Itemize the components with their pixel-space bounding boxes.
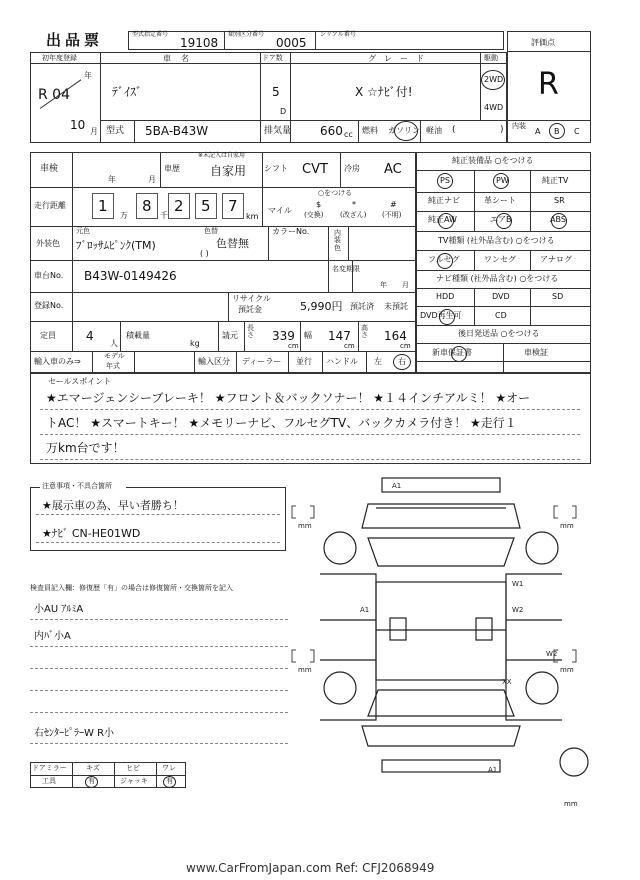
mark-w1: W1 [512, 580, 524, 588]
fuel-value: ガソリン [388, 126, 420, 135]
navi-dvd-play: DVD再生可 [420, 311, 462, 320]
drive-4wd: 4WD [484, 103, 504, 112]
interior-b-circle [549, 123, 565, 139]
mileage-sen: 千 [160, 211, 168, 220]
mark-xx: XX [502, 678, 512, 686]
mileage-unit: km [246, 212, 259, 221]
navi-cd: CD [495, 311, 507, 320]
tbl-hibi: ヒビ [126, 764, 140, 772]
interior-color-label: 内装色 [334, 229, 341, 252]
inspector-label: 検査員記入欄：修復歴「有」の場合は修復箇所・交換箇所を記入 [30, 584, 233, 592]
displacement-label: 排気量 [264, 126, 292, 136]
equip-abs: ABS [550, 215, 566, 224]
equip-aw: 純正AW [428, 215, 457, 224]
first-reg-year: R 04 [38, 87, 70, 103]
equip-airbag: エアB [490, 215, 512, 224]
orig-color-label: 元色 [76, 227, 90, 235]
tv-fullseg: フルセグ [428, 255, 460, 264]
first-reg-month-suffix: 月 [90, 127, 98, 136]
mileage-digit-4: 5 [201, 197, 211, 215]
tbl-tools-yes: 有 [88, 777, 95, 785]
unit-rl: mm [298, 666, 312, 674]
model-label: 型式 [106, 126, 125, 136]
capacity-value: 4 [86, 329, 94, 343]
tampered-sym: * [352, 200, 356, 209]
inspector-line-6: 右ｾﾝﾀｰﾋﾟﾗｰW R小 [34, 728, 115, 739]
length-label: 長さ [247, 324, 254, 340]
interior-label: 内装 [512, 122, 526, 130]
mileage-digit-1: 1 [98, 197, 108, 215]
height-label: 高さ [361, 324, 368, 340]
unit-spare: mm [564, 800, 578, 808]
equip-leather: 革シート [484, 196, 516, 205]
docs-warranty-circle [451, 346, 467, 362]
mile-label: マイル [268, 206, 292, 215]
model-year-label2: 年式 [106, 362, 120, 370]
score-value: R [538, 67, 559, 102]
notes-label: 注意事項・不具合箇所 [42, 482, 112, 490]
mark-a1-left: A1 [360, 606, 370, 614]
displacement-unit: cc [344, 130, 353, 139]
color-change-label: 色替 [204, 227, 218, 235]
name-change-month: 月 [402, 281, 409, 289]
katashiki-value: 19108 [180, 36, 219, 50]
interior-b: B [554, 127, 560, 136]
ext-color-label: 外装色 [36, 239, 60, 248]
navi-title: ナビ種類 (社外品含む) ○をつける [436, 274, 559, 283]
tbl-jack-yes: 有 [166, 777, 173, 785]
mark-front-bumper: A1 [392, 482, 402, 490]
equip-tv: 純正TV [542, 176, 569, 185]
width-label: 幅 [304, 331, 312, 340]
fuel-paren-close: ) [500, 125, 504, 135]
tbl-ware: ワレ [162, 764, 176, 772]
docs-title: 後日発送品 ○をつける [458, 329, 540, 338]
usage-value: 自家用 [210, 164, 247, 178]
height-unit: cm [400, 342, 411, 350]
shaken-year: 年 [108, 175, 116, 184]
chassis-label: 車台No. [34, 271, 64, 280]
unit-rr: mm [560, 666, 574, 674]
recycle-label2: 預託金 [238, 305, 262, 314]
mark-w2-lower: W2 [546, 650, 558, 658]
color-no-label: カラーNo. [272, 227, 310, 236]
first-reg-month: 10 [70, 118, 86, 132]
capacity-unit: 人 [110, 339, 118, 348]
equip-pw-circle [493, 173, 509, 189]
color-paren: ( ) [200, 249, 209, 258]
notes-line-1: ★展示車の為、早い者勝ち！ [42, 499, 184, 512]
tbl-mirror: ドアミラー [32, 764, 67, 772]
navi-dvd-play-circle [439, 309, 455, 325]
import-label: 輸入車のみ⇒ [34, 357, 81, 366]
mark-rear-bumper: A1 [488, 766, 498, 774]
interior-c: C [574, 127, 580, 136]
car-damage-diagram [290, 470, 590, 810]
unknown-sym: # [390, 200, 397, 209]
first-reg-label: 初年度登録 [42, 54, 77, 62]
chassis-value: B43W-0149426 [84, 269, 177, 283]
import-kubun-label: 輸入区分 [198, 357, 230, 366]
recycle-value: 5,990円 [300, 300, 343, 313]
light-oil-label: 軽油 [426, 126, 442, 135]
parallel-label: 並行 [296, 357, 312, 366]
model-year-label: モデル [104, 352, 125, 360]
width-value: 147 [328, 329, 351, 343]
length-value: 339 [272, 329, 295, 343]
unit-fl: mm [298, 522, 312, 530]
doors-label: ドア数 [262, 54, 283, 62]
sales-line-1: ★エマージェンシーブレーキ！ ★フロント＆バックソナー！ ★１４インチアルミ！ ★オー [46, 391, 531, 405]
replaced-label: (交換) [304, 211, 324, 219]
inspector-line-2: 内ﾊﾞ小A [34, 631, 71, 642]
tv-fullseg-circle [437, 253, 453, 269]
tv-oneseg: ワンセグ [484, 255, 516, 264]
notes-line-2: ★ﾅﾋﾞ CN-HE01WD [42, 527, 141, 540]
load-label: 積載量 [126, 331, 150, 340]
car-name: ﾃﾞｲｽﾞ [112, 85, 143, 99]
usage-note: ※未記入は自家用 [198, 152, 246, 159]
tbl-tools: 工具 [42, 777, 56, 785]
doors-unit: D [280, 107, 287, 116]
drive-2wd-circle [481, 70, 505, 90]
equip-pw: PW [496, 176, 509, 185]
mileage-digit-5: 7 [228, 197, 238, 215]
docs-warranty: 新車保証書 [432, 348, 472, 357]
mileage-digit-3: 2 [174, 197, 184, 215]
grade-label: グレード [368, 54, 432, 63]
usage-label: 車歴 [164, 164, 180, 173]
tampered-label: (改ざん) [340, 211, 367, 219]
reg-no-label: 登録No. [34, 301, 64, 310]
handle-label: ハンドル [326, 357, 358, 366]
name-change-year: 年 [380, 281, 387, 289]
equip-ps-circle [437, 173, 453, 189]
width-unit: cm [344, 342, 355, 350]
sales-label: セールスポイント [48, 377, 112, 386]
ruibetsu-value: 0005 [276, 36, 307, 50]
recycle-status: 預託済 [350, 302, 374, 311]
sheet-title: 出品票 [46, 31, 104, 49]
tbl-tools-circle [85, 776, 98, 788]
first-reg-year-suffix: 年 [84, 71, 92, 80]
interior-a: A [535, 127, 541, 136]
mark-w2-upper: W2 [512, 606, 524, 614]
fuel-label: 燃料 [362, 126, 378, 135]
doors-value: 5 [272, 85, 280, 99]
equip-sr: SR [554, 196, 565, 205]
docs-shakensho: 車検証 [524, 348, 548, 357]
drive-2wd: 2WD [484, 75, 504, 84]
displacement-value: 660 [320, 124, 343, 138]
name-change-label: 名変期限 [332, 265, 360, 273]
genuine-title: 純正装備品 ○をつける [452, 156, 534, 165]
navi-dvd: DVD [492, 292, 510, 301]
equip-abs-circle [551, 213, 567, 229]
tbl-kizu: キズ [86, 764, 100, 772]
equip-ps: PS [440, 176, 450, 185]
handle-right: 右 [398, 357, 406, 366]
capacity-label: 定員 [40, 331, 56, 340]
handle-left: 左 [374, 357, 382, 366]
ruibetsu-label: 類別区分番号 [228, 31, 265, 38]
height-value: 164 [384, 329, 407, 343]
fuel-circle [394, 121, 418, 141]
recycle-alt: 未預託 [384, 302, 408, 311]
replaced-sym: $ [316, 200, 322, 209]
model-value: 5BA-B43W [145, 124, 209, 138]
shift-value: CVT [302, 162, 328, 177]
fuel-paren-open: ( [452, 125, 456, 135]
grade-value: X ☆ﾅﾋﾞ付! [355, 85, 413, 99]
ac-value: AC [384, 162, 402, 177]
katashiki-label: 型式指定番号 [132, 31, 169, 38]
tv-title: TV種類 (社外品含む) ○をつける [438, 236, 555, 245]
inspector-line-1: 小AU ｱﾙﾐA [34, 604, 84, 615]
shaken-label: 車検 [40, 164, 59, 174]
equip-aw-circle [438, 213, 454, 229]
ext-color-value: ﾌﾞﾛｯｻﾑﾋﾟﾝｸ(TM) [76, 239, 156, 252]
recycle-label: リサイクル [232, 294, 271, 303]
mileage-circle-note: ○をつける [318, 189, 353, 197]
mileage-man: 万 [120, 211, 128, 220]
shift-label: シフト [264, 164, 288, 173]
unit-fr: mm [560, 522, 574, 530]
serial-label: シリアル番号 [320, 31, 356, 38]
mileage-label: 走行距離 [34, 201, 66, 210]
kubun-label: 請元 [222, 331, 238, 340]
score-label: 評価点 [531, 38, 555, 47]
load-unit: kg [190, 339, 200, 348]
sales-line-2: トAC！ ★スマートキー！ ★メモリーナビ、フルセグTV、バックカメラ付き！ ★走行１ [46, 416, 517, 430]
unknown-label: (不明) [382, 211, 402, 219]
tbl-jack: ジャッキ [120, 777, 148, 785]
equip-navi: 純正ナビ [428, 196, 460, 205]
navi-hdd: HDD [436, 292, 455, 301]
car-name-label: 車名 [163, 54, 199, 63]
color-change-value: 色替無 [216, 237, 249, 250]
tbl-jack-circle [163, 776, 176, 788]
ac-label: 冷房 [344, 164, 360, 173]
mileage-digit-2: 8 [142, 197, 152, 215]
tv-analog: アナログ [540, 255, 572, 264]
equip-airbag-circle [496, 213, 512, 229]
shaken-month: 月 [148, 175, 156, 184]
sales-line-3: 万km台です！ [46, 441, 125, 455]
handle-right-circle [393, 354, 411, 370]
drive-label: 駆動 [484, 54, 498, 62]
length-unit: cm [288, 342, 299, 350]
footer-ref: www.CarFromJapan.com Ref: CFJ2068949 [186, 861, 435, 875]
navi-sd: SD [552, 292, 564, 301]
dealer-label: ディーラー [242, 357, 282, 366]
